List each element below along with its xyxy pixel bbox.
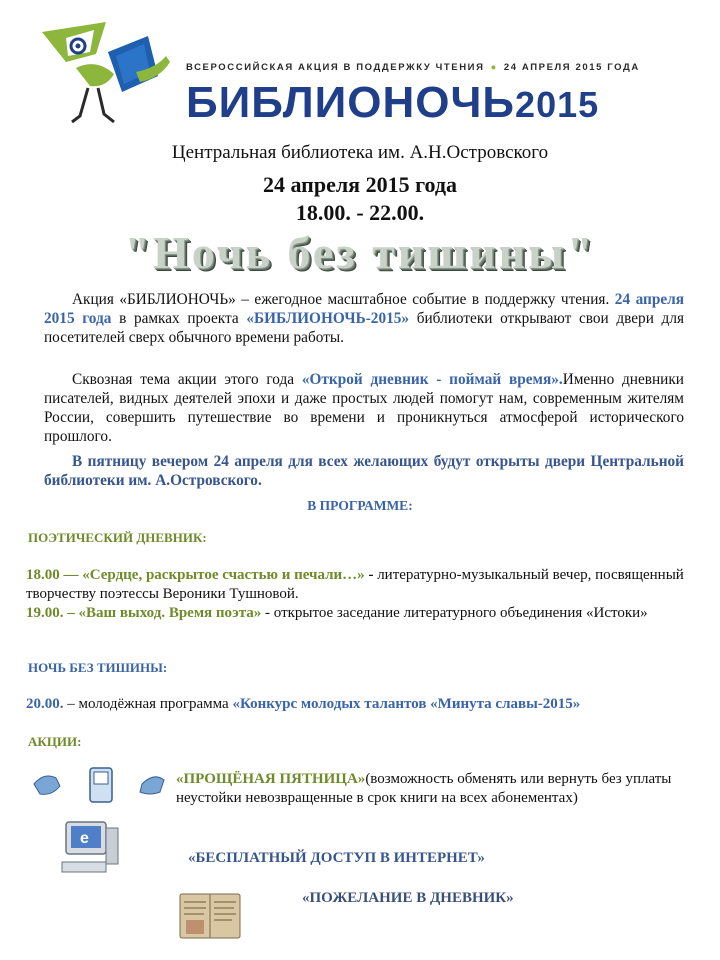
action-3: «ПОЖЕЛАНИЕ В ДНЕВНИК» [302,890,514,906]
action-1-text: (возможность обменять или вернуть без уплаты неустойки невозвращенные в срок книги на всех абонементах) [176,771,672,806]
diary-book-icon [176,888,246,944]
section-poetic-diary: ПОЭТИЧЕСКИЙ ДНЕВНИК: [28,530,207,545]
intro-text: Сквозная тема акции этого года [72,371,295,388]
intro-text: Именно дневники писателей, видных деятелей эпохи и даже простых людей помогут нам, современным жителям России, совершить путешествие во времени и проникнуться атмосферой исторического прошлого. [44,371,684,445]
program-item-3 [26,695,702,714]
program-heading: В ПРОГРАММЕ: [307,498,413,513]
brand-year: 2015 [515,84,600,125]
event-date: 24 апреля 2015 года [262,172,458,197]
tagline-left: ВСЕРОССИЙСКАЯ АКЦИЯ В ПОДДЕРЖКУ ЧТЕНИЯ [186,62,485,73]
tagline-dot: ● [490,62,498,73]
program-item-1-title: 18.00 — «Сердце, раскрытое счастью и печали…» [26,567,365,583]
svg-text:e: e [80,830,89,847]
program-item-3-time: 20.00. [26,696,64,712]
action-2: «БЕСПЛАТНЫЙ ДОСТУП В ИНТЕРНЕТ» [188,850,485,866]
program-item-3-title: «Конкурс молодых талантов «Минута славы-2015» [232,696,581,712]
computer-icon [60,820,124,880]
action-1 [176,770,700,808]
event-venue: Центральная библиотека им. А.Н.Островского [171,142,549,163]
program-heading-wrap [0,497,720,515]
event-title: "Ночь без тишины" [124,227,596,278]
intro-theme: «Открой дневник - поймай время». [301,371,563,388]
program-item-2-text: - открытое заседание литературного объединения «Истоки» [261,605,648,621]
brand-name: БИБЛИОНОЧЬ [186,78,516,127]
section-night-without-silence: НОЧЬ БЕЗ ТИШИНЫ: [28,660,168,675]
tagline-right: 24 АПРЕЛЯ 2015 ГОДА [503,62,640,73]
section-actions: АКЦИИ: [28,734,82,749]
intro-text: библиотеки открывают свои двери для посетителей сверх обычного времени работы. [44,310,684,346]
intro-project: «БИБЛИОНОЧЬ-2015» [246,310,410,327]
intro-date: 24 апреля 2015 года [44,291,684,327]
program-item-2 [26,604,702,623]
program-item-1-text: литературно-музыкальный вечер, посвященный творчеству поэтессы Вероники Тушновой. [26,567,684,602]
intro-paragraph-3: В пятницу вечером 24 апреля для всех желающих будут открыты двери Центральной библиотеки им. А.Островского. [44,453,684,489]
intro-text: в рамках проекта [119,310,239,327]
program-item-1 [26,566,702,604]
intro-paragraph-1 [44,290,684,347]
brand-logo-text [186,78,599,130]
intro-text: Акция «БИБЛИОНОЧЬ» – ежегодное масштабное событие в поддержку чтения. [72,291,610,308]
action-1-title: «ПРОЩЁНАЯ ПЯТНИЦА» [176,771,366,787]
mascot-logo-icon [36,18,176,128]
program-item-2-title: 19.00. – «Ваш выход. Время поэта» [26,605,262,621]
program-item-1-dash: - [364,567,378,583]
event-time: 18.00. - 22.00. [295,200,425,225]
header-tagline [186,62,686,73]
hands-with-phone-icon [30,762,170,810]
intro-paragraph-2 [44,370,684,446]
program-item-3-text: – молодёжная программа [63,696,233,712]
